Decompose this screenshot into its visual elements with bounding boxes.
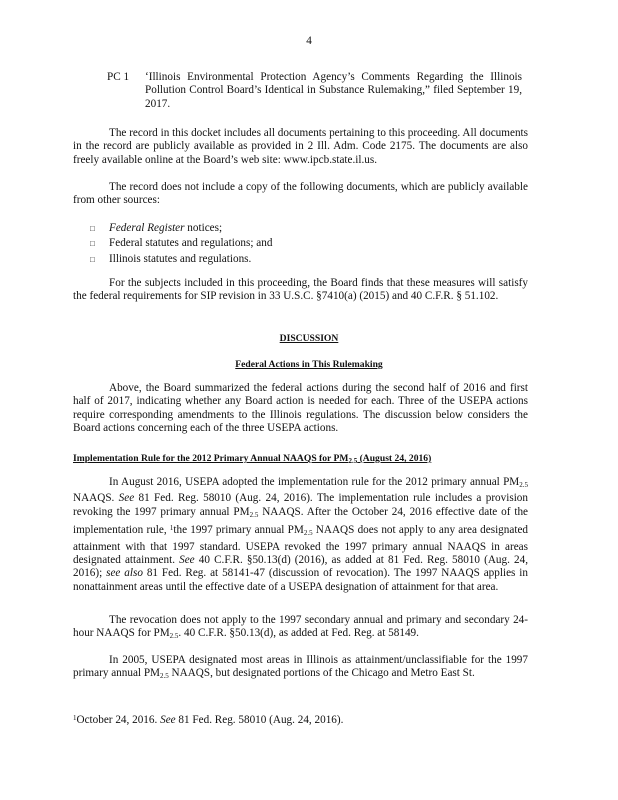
bullet-icon: □ [90, 239, 95, 249]
pc1-entry [107, 71, 522, 111]
list-item [90, 222, 390, 235]
heading-implementation-rule: Implementation Rule for the 2012 Primary Annual NAAQS for $PM_{2.5}$ (August 24, 2016) [73, 453, 432, 465]
list-item-italic: Federal Register [109, 222, 185, 234]
footnote-reference: 1 [169, 524, 174, 533]
pc1-text: ‘Illinois Environmental Protection Agency’s Comments Regarding the Illinois Pollution Control Board’s Identical in Substance Rulemaking,” filed September 19, 2017. [145, 71, 522, 110]
heading-federal-actions: Federal Actions in This Rulemaking [235, 359, 383, 370]
page-number: 4 [306, 35, 312, 47]
pc1-label: PC 1 [107, 71, 130, 83]
bullet-icon: □ [90, 224, 95, 233]
footnote: $^1$October 24, 2016. See 81 Fed. Reg. 58010 (Aug. 24, 2016). [73, 714, 344, 726]
record-paragraph: The record in this docket includes all documents pertaining to this proceeding. All documents in the record are publicly available as provided in 2 Ill. Adm. Code 2175. The documents are also freely available online at the Board’s web site: www.ipcb.state.il.us. [73, 127, 528, 166]
not-include-paragraph: The record does not include a copy of the following documents, which are publicly available from other sources: [73, 181, 528, 207]
source-list [90, 222, 390, 268]
above-paragraph: Above, the Board summarized the federal actions during the second half of 2016 and first half of 2017, indicating whether any Board action is needed for each. Three of the USEPA actions require corresponding amendments to the Illinois regulations. The discussion below considers the Board actions concerning each of the three USEPA actions. [73, 382, 528, 435]
revocation-paragraph: The revocation does not apply to the 1997 secondary annual and primary and secondary 24-hour NAAQS for $PM_{2.5}$. 40 C.F.R. §50.13(d), as added at Fed. Reg. at 58149. [73, 614, 528, 641]
list-item [90, 253, 390, 266]
bullet-icon: □ [90, 254, 95, 264]
list-item [90, 237, 390, 250]
findings-paragraph: For the subjects included in this proceeding, the Board finds that these measures will satisfy the federal requirements for SIP revision in 33 U.S.C. §7410(a) (2015) and 40 C.F.R. § 51.102. [73, 277, 528, 303]
list-item-text: Federal statutes and regulations; and [109, 237, 273, 250]
heading-discussion: DISCUSSION [279, 333, 339, 344]
implementation-paragraph: In August 2016, USEPA adopted the implementation rule for the 2012 primary annual $PM_{2.5}$ NAAQS. See 81 Fed. Reg. 58010 (Aug. 24, 2016). The implementation rule includes a provision revoking the 1997 primary annual $PM_{2.5}$ NAAQS. After the October 24, 2016 effective date of the implementation rule, $^1$the 1997 primary annual $PM_{2.5}$ NAAQS does not apply to any area designated attainment with that 1997 standard. USEPA revoked the 1997 primary annual NAAQS in areas designated attainment. See 40 C.F.R. §50.13(d) (2016), as added at 81 Fed. Reg. 58010 (Aug. 24, 2016); see also 81 Fed. Reg. at 58141-47 (discussion of revocation). The 1997 NAAQS applies in nonattainment areas until the effective date of a USEPA designation of attainment for that area. [73, 476, 529, 593]
list-item-text: Illinois statutes and regulations. [109, 252, 252, 265]
year-2005-paragraph: In 2005, USEPA designated most areas in Illinois as attainment/unclassifiable for the 1997 primary annual $PM_{2.5}$ NAAQS, but designated portions of the Chicago and Metro East St. [73, 654, 528, 681]
list-item-text: notices; [184, 222, 223, 234]
